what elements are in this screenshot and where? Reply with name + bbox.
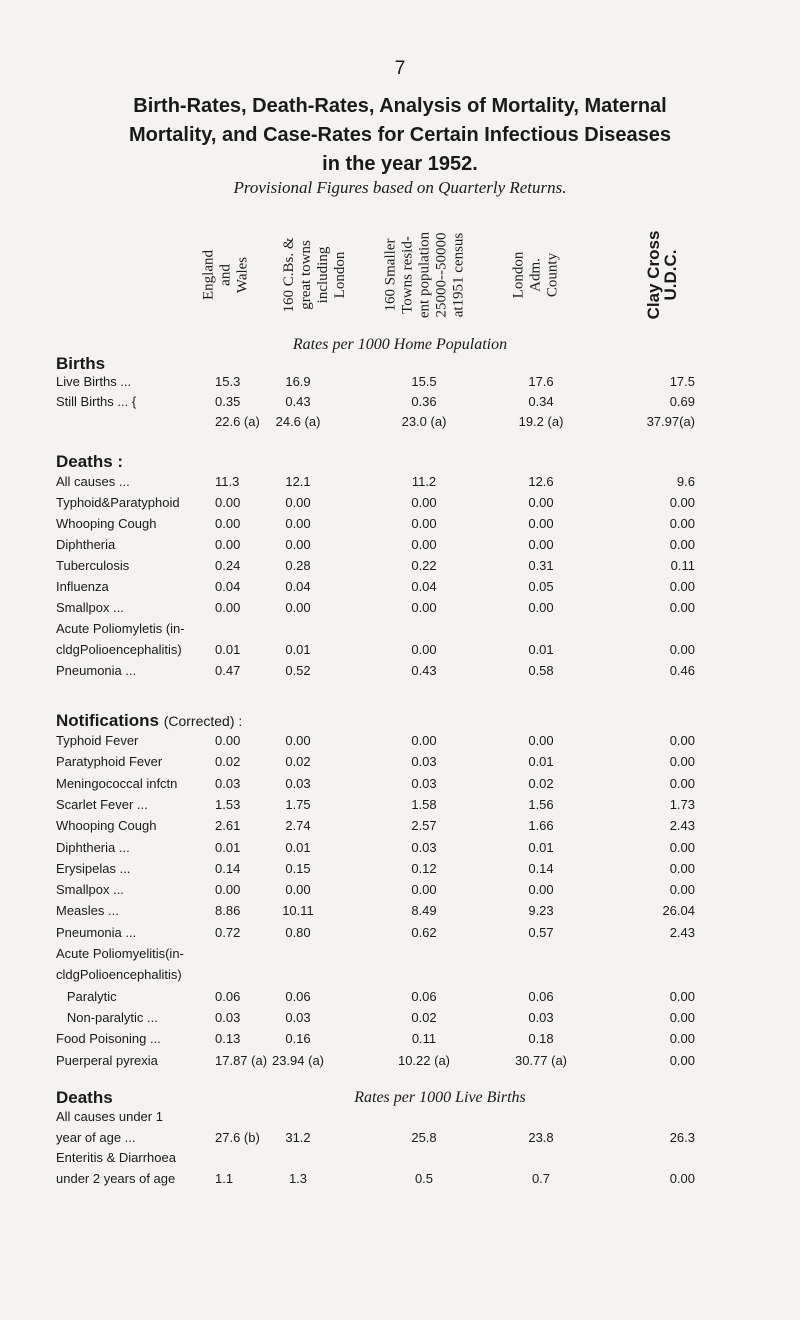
value-clay-cross: 0.46 bbox=[669, 663, 695, 678]
table-row bbox=[0, 495, 800, 515]
value-london: 0.7 bbox=[531, 1170, 551, 1186]
table-row bbox=[0, 989, 800, 1009]
value-london: 0.05 bbox=[528, 579, 554, 594]
table-row bbox=[0, 1171, 800, 1191]
value-england-wales: 0.00 bbox=[215, 882, 241, 898]
value-london: 23.8 bbox=[528, 1129, 554, 1145]
value-england-wales: 11.3 bbox=[215, 474, 240, 489]
value-clay-cross: 9.6 bbox=[676, 474, 695, 489]
row-label: All causes under 1 bbox=[56, 1109, 163, 1124]
value-clay-cross: 0.00 bbox=[669, 1170, 695, 1186]
column-header-london: London Adm. County bbox=[510, 251, 561, 299]
row-label: Acute Poliomyelitis(in- bbox=[56, 946, 184, 961]
value-cbs-great-towns: 0.00 bbox=[285, 882, 311, 898]
value-cbs-great-towns: 0.43 bbox=[285, 394, 311, 409]
table-row bbox=[0, 1031, 800, 1051]
value-smaller-towns: 0.00 bbox=[411, 733, 437, 748]
table-row bbox=[0, 1150, 800, 1170]
table-row bbox=[0, 516, 800, 536]
value-clay-cross: 2.43 bbox=[669, 924, 695, 940]
row-label: Whooping Cough bbox=[56, 516, 157, 531]
table-row bbox=[0, 537, 800, 557]
table-row bbox=[0, 394, 800, 414]
rates-note-home: Rates per 1000 Home Population bbox=[292, 336, 508, 353]
row-label: Smallpox ... bbox=[56, 882, 124, 898]
value-cbs-great-towns: 0.02 bbox=[285, 754, 311, 770]
value-smaller-towns: 23.0 (a) bbox=[401, 414, 447, 429]
value-london: 0.00 bbox=[528, 733, 554, 748]
row-label: year of age ... bbox=[56, 1129, 136, 1145]
value-london: 0.14 bbox=[528, 860, 554, 876]
value-london: 1.66 bbox=[528, 818, 554, 834]
value-clay-cross: 0.00 bbox=[669, 733, 695, 748]
value-clay-cross: 0.00 bbox=[669, 642, 695, 657]
value-cbs-great-towns: 0.06 bbox=[285, 988, 311, 1004]
table-row bbox=[0, 1010, 800, 1030]
value-smaller-towns: 25.8 bbox=[411, 1129, 437, 1145]
value-england-wales: 1.53 bbox=[215, 796, 241, 812]
value-england-wales: 0.35 bbox=[215, 394, 241, 409]
section-deaths: Deaths : bbox=[56, 452, 124, 471]
value-cbs-great-towns: 0.00 bbox=[285, 733, 311, 748]
section-notifications bbox=[56, 711, 242, 731]
value-england-wales: 0.72 bbox=[215, 924, 241, 940]
value-england-wales: 2.61 bbox=[215, 818, 241, 834]
row-label: Pneumonia ... bbox=[56, 663, 137, 678]
row-label: Acute Poliomyletis (in- bbox=[56, 621, 185, 636]
value-london: 0.06 bbox=[528, 988, 554, 1004]
row-label: Paralytic bbox=[56, 988, 117, 1004]
value-england-wales: 0.00 bbox=[215, 516, 241, 531]
row-label: Food Poisoning ... bbox=[56, 1031, 161, 1047]
title-line: in the year 1952. bbox=[322, 153, 478, 175]
value-clay-cross: 2.43 bbox=[669, 818, 695, 834]
table-row bbox=[0, 861, 800, 881]
row-label: Erysipelas ... bbox=[56, 860, 131, 876]
row-label: cldgPolioencephalitis) bbox=[56, 967, 182, 983]
value-england-wales: 0.13 bbox=[215, 1031, 241, 1047]
value-england-wales: 0.03 bbox=[215, 775, 241, 791]
value-clay-cross: 0.69 bbox=[669, 394, 695, 409]
row-label: Puerperal pyrexia bbox=[56, 1052, 158, 1068]
value-clay-cross: 17.5 bbox=[669, 374, 695, 389]
value-smaller-towns: 10.22 (a) bbox=[397, 1052, 451, 1068]
value-smaller-towns: 0.43 bbox=[411, 663, 437, 678]
table-row bbox=[0, 818, 800, 838]
value-smaller-towns: 0.36 bbox=[411, 394, 437, 409]
title-line: Mortality, and Case-Rates for Certain Infectious Diseases bbox=[128, 124, 671, 146]
value-clay-cross: 0.00 bbox=[669, 988, 695, 1004]
row-label: Measles ... bbox=[56, 903, 119, 919]
value-smaller-towns: 0.02 bbox=[411, 1009, 437, 1025]
section-notifications-note: (Corrected) : bbox=[163, 713, 243, 729]
value-cbs-great-towns: 0.16 bbox=[285, 1031, 311, 1047]
table-row bbox=[0, 1053, 800, 1073]
value-england-wales: 0.00 bbox=[215, 537, 241, 552]
document-subtitle: Provisional Figures based on Quarterly Returns. bbox=[233, 178, 567, 197]
value-london: 0.00 bbox=[528, 516, 554, 531]
value-london: 0.03 bbox=[528, 1009, 554, 1025]
table-row bbox=[0, 882, 800, 902]
value-england-wales: 22.6 (a) bbox=[215, 414, 260, 429]
value-clay-cross: 0.00 bbox=[669, 882, 695, 898]
row-label: Meningococcal infctn bbox=[56, 775, 178, 791]
value-england-wales: 0.04 bbox=[215, 579, 241, 594]
row-label: Tuberculosis bbox=[56, 558, 130, 573]
value-england-wales: 8.86 bbox=[215, 903, 241, 919]
value-smaller-towns: 0.03 bbox=[411, 775, 437, 791]
value-london: 17.6 bbox=[528, 374, 554, 389]
value-london: 19.2 (a) bbox=[518, 414, 564, 429]
value-cbs-great-towns: 0.01 bbox=[285, 839, 311, 855]
value-england-wales: 0.00 bbox=[215, 495, 241, 510]
row-label: Still Births ... { bbox=[56, 394, 137, 409]
value-smaller-towns: 0.00 bbox=[411, 882, 437, 898]
value-smaller-towns: 0.22 bbox=[411, 558, 437, 573]
row-label: under 2 years of age bbox=[56, 1170, 176, 1186]
row-label: Diphtheria ... bbox=[56, 839, 130, 855]
section-births: Births bbox=[56, 354, 106, 373]
value-cbs-great-towns: 0.03 bbox=[285, 1009, 311, 1025]
value-clay-cross: 0.11 bbox=[670, 558, 695, 573]
row-label: Smallpox ... bbox=[56, 600, 124, 615]
value-smaller-towns: 8.49 bbox=[411, 903, 437, 919]
value-cbs-great-towns: 31.2 bbox=[285, 1129, 311, 1145]
document-title bbox=[0, 92, 800, 179]
value-clay-cross: 0.00 bbox=[669, 1031, 695, 1047]
row-label: Typhoid Fever bbox=[56, 733, 139, 748]
value-london: 0.57 bbox=[528, 924, 554, 940]
value-smaller-towns: 0.00 bbox=[411, 642, 437, 657]
value-england-wales: 0.01 bbox=[215, 839, 241, 855]
value-london: 0.01 bbox=[528, 642, 554, 657]
value-england-wales: 0.06 bbox=[215, 988, 241, 1004]
table-row bbox=[0, 663, 800, 683]
table-row bbox=[0, 1130, 800, 1150]
value-cbs-great-towns: 23.94 (a) bbox=[271, 1052, 325, 1068]
value-cbs-great-towns: 0.04 bbox=[285, 579, 311, 594]
value-england-wales: 0.01 bbox=[215, 642, 241, 657]
value-clay-cross: 26.04 bbox=[662, 903, 695, 919]
table-row bbox=[0, 621, 800, 641]
value-smaller-towns: 0.00 bbox=[411, 537, 437, 552]
value-clay-cross: 37.97(a) bbox=[646, 414, 695, 429]
row-label: cldgPolioencephalitis) bbox=[56, 642, 182, 657]
value-smaller-towns: 0.06 bbox=[411, 988, 437, 1004]
value-smaller-towns: 1.58 bbox=[411, 796, 437, 812]
value-london: 0.00 bbox=[528, 495, 554, 510]
value-england-wales: 17.87 (a) bbox=[215, 1052, 268, 1068]
value-england-wales: 15.3 bbox=[215, 374, 241, 389]
value-clay-cross: 0.00 bbox=[669, 1009, 695, 1025]
value-england-wales: 0.03 bbox=[215, 1009, 241, 1025]
value-england-wales: 0.02 bbox=[215, 754, 241, 770]
row-label: Paratyphoid Fever bbox=[56, 754, 163, 770]
value-london: 0.01 bbox=[528, 839, 554, 855]
value-smaller-towns: 15.5 bbox=[411, 374, 437, 389]
value-cbs-great-towns: 12.1 bbox=[285, 474, 311, 489]
row-label: Influenza bbox=[56, 579, 109, 594]
value-cbs-great-towns: 10.11 bbox=[282, 903, 314, 919]
table-row bbox=[0, 414, 800, 434]
value-england-wales: 0.24 bbox=[215, 558, 241, 573]
value-cbs-great-towns: 0.00 bbox=[285, 516, 311, 531]
value-cbs-great-towns: 1.3 bbox=[288, 1170, 308, 1186]
value-england-wales: 0.00 bbox=[215, 600, 241, 615]
table-row bbox=[0, 474, 800, 494]
value-cbs-great-towns: 24.6 (a) bbox=[275, 414, 321, 429]
row-label: Scarlet Fever ... bbox=[56, 796, 148, 812]
value-clay-cross: 0.00 bbox=[669, 1052, 695, 1068]
value-smaller-towns: 0.00 bbox=[411, 600, 437, 615]
value-cbs-great-towns: 0.15 bbox=[285, 860, 311, 876]
row-label: Enteritis & Diarrhoea bbox=[56, 1150, 176, 1165]
table-row bbox=[0, 558, 800, 578]
value-cbs-great-towns: 0.03 bbox=[285, 775, 311, 791]
value-london: 12.6 bbox=[528, 474, 554, 489]
value-clay-cross: 0.00 bbox=[669, 537, 695, 552]
value-england-wales: 1.1 bbox=[215, 1170, 234, 1186]
value-clay-cross: 0.00 bbox=[669, 839, 695, 855]
value-london: 0.31 bbox=[528, 558, 554, 573]
table-row bbox=[0, 600, 800, 620]
value-cbs-great-towns: 0.00 bbox=[285, 600, 311, 615]
value-england-wales: 0.14 bbox=[215, 860, 241, 876]
row-label: Live Births ... bbox=[56, 374, 132, 389]
table-row bbox=[0, 925, 800, 945]
table-row bbox=[0, 967, 800, 987]
value-clay-cross: 26.3 bbox=[669, 1129, 695, 1145]
table-row bbox=[0, 903, 800, 923]
value-clay-cross: 0.00 bbox=[669, 516, 695, 531]
table-row bbox=[0, 797, 800, 817]
table-row bbox=[0, 1109, 800, 1129]
value-england-wales: 0.00 bbox=[215, 733, 241, 748]
value-smaller-towns: 0.62 bbox=[411, 924, 437, 940]
value-cbs-great-towns: 0.28 bbox=[285, 558, 311, 573]
value-clay-cross: 1.73 bbox=[669, 796, 695, 812]
table-row bbox=[0, 579, 800, 599]
column-header-england-wales: England and Wales bbox=[200, 250, 251, 300]
table-row bbox=[0, 642, 800, 662]
table-row bbox=[0, 946, 800, 966]
column-header-smaller-towns: 160 Smaller Towns resid- ent population 25000--50000 at1951 census bbox=[382, 231, 467, 319]
value-clay-cross: 0.00 bbox=[669, 754, 695, 770]
value-cbs-great-towns: 1.75 bbox=[285, 796, 311, 812]
value-smaller-towns: 0.00 bbox=[411, 516, 437, 531]
value-london: 0.02 bbox=[528, 775, 554, 791]
row-label: All causes ... bbox=[56, 474, 130, 489]
value-cbs-great-towns: 16.9 bbox=[285, 374, 311, 389]
value-smaller-towns: 0.12 bbox=[411, 860, 437, 876]
table-row bbox=[0, 754, 800, 774]
value-london: 0.18 bbox=[528, 1031, 554, 1047]
value-cbs-great-towns: 0.00 bbox=[285, 495, 311, 510]
value-london: 0.00 bbox=[528, 537, 554, 552]
value-smaller-towns: 0.03 bbox=[411, 754, 437, 770]
value-england-wales: 27.6 (b) bbox=[215, 1129, 260, 1145]
row-label: Typhoid&Paratyphoid bbox=[56, 495, 180, 510]
row-label: Whooping Cough bbox=[56, 818, 157, 834]
value-london: 0.00 bbox=[528, 882, 554, 898]
section-notifications-title: Notifications bbox=[56, 711, 159, 730]
title-line: Birth-Rates, Death-Rates, Analysis of Mortality, Maternal bbox=[133, 95, 667, 117]
row-label: Non-paralytic ... bbox=[56, 1009, 158, 1025]
value-england-wales: 0.47 bbox=[215, 663, 241, 678]
value-london: 0.01 bbox=[528, 754, 554, 770]
value-clay-cross: 0.00 bbox=[669, 579, 695, 594]
value-smaller-towns: 0.00 bbox=[411, 495, 437, 510]
value-clay-cross: 0.00 bbox=[669, 775, 695, 791]
value-london: 0.34 bbox=[528, 394, 554, 409]
value-cbs-great-towns: 0.00 bbox=[285, 537, 311, 552]
value-clay-cross: 0.00 bbox=[669, 600, 695, 615]
value-london: 9.23 bbox=[528, 903, 554, 919]
row-label: Diphtheria bbox=[56, 537, 116, 552]
section-deaths-infant: Deaths bbox=[56, 1088, 113, 1107]
table-row bbox=[0, 733, 800, 753]
value-smaller-towns: 2.57 bbox=[411, 818, 437, 834]
value-clay-cross: 0.00 bbox=[669, 495, 695, 510]
rates-note-live: Rates per 1000 Live Births bbox=[354, 1089, 526, 1106]
table-row bbox=[0, 374, 800, 394]
value-clay-cross: 0.00 bbox=[669, 860, 695, 876]
value-london: 0.58 bbox=[528, 663, 554, 678]
value-london: 30.77 (a) bbox=[514, 1052, 568, 1068]
value-cbs-great-towns: 2.74 bbox=[285, 818, 311, 834]
value-cbs-great-towns: 0.80 bbox=[285, 924, 311, 940]
value-smaller-towns: 0.03 bbox=[411, 839, 437, 855]
value-smaller-towns: 0.5 bbox=[414, 1170, 434, 1186]
value-cbs-great-towns: 0.52 bbox=[285, 663, 311, 678]
page-number: 7 bbox=[394, 58, 406, 79]
table-row bbox=[0, 776, 800, 796]
value-smaller-towns: 0.11 bbox=[411, 1031, 437, 1047]
value-london: 0.00 bbox=[528, 600, 554, 615]
column-header-clay-cross: Clay Cross U.D.C. bbox=[644, 230, 680, 320]
value-cbs-great-towns: 0.01 bbox=[285, 642, 311, 657]
value-london: 1.56 bbox=[528, 796, 554, 812]
column-header-cbs-great-towns: 160 C.Bs. & great towns including London bbox=[281, 237, 348, 313]
value-smaller-towns: 0.04 bbox=[411, 579, 437, 594]
value-smaller-towns: 11.2 bbox=[411, 474, 437, 489]
table-row bbox=[0, 840, 800, 860]
row-label: Pneumonia ... bbox=[56, 924, 137, 940]
